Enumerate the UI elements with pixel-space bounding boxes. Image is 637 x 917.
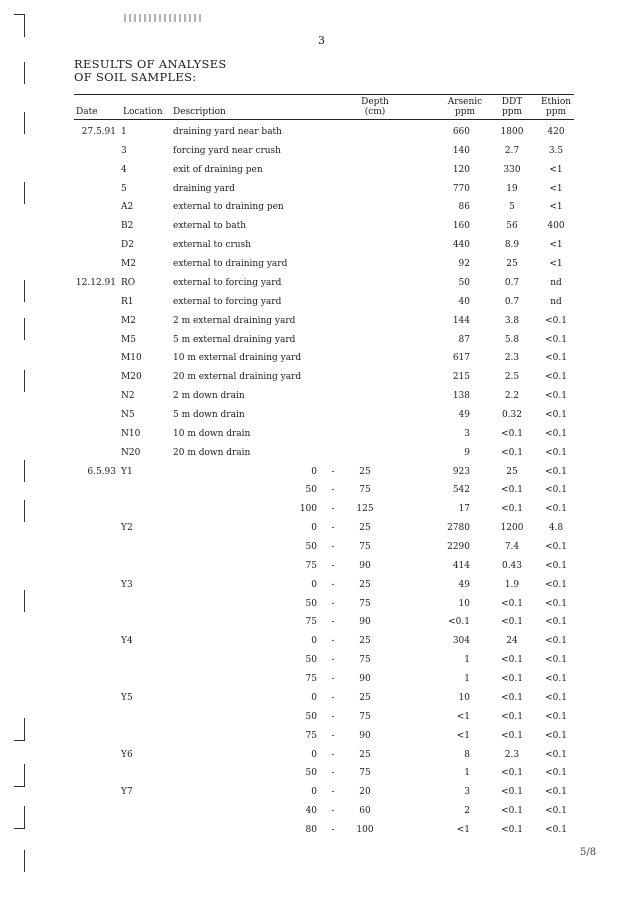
cell-depth-to: 75 — [359, 542, 371, 552]
cell-location: A2 — [121, 202, 134, 212]
cell-location: M2 — [121, 259, 136, 269]
cell-ddt: <0.1 — [501, 768, 523, 778]
cell-depth-from: 100 — [299, 504, 317, 514]
cell-location: M5 — [121, 335, 136, 345]
cell-ddt: 1.9 — [504, 580, 520, 590]
cell-location: Y7 — [121, 787, 133, 797]
cell-arsenic: 414 — [452, 561, 470, 571]
cell-ethion: <0.1 — [545, 599, 567, 609]
cell-ethion: <0.1 — [545, 391, 567, 401]
cell-ethion: <1 — [549, 259, 563, 269]
header-arsenic: Arsenic — [447, 97, 483, 107]
depth-range-dash: - — [331, 523, 335, 533]
cell-ethion: <0.1 — [545, 353, 567, 363]
cell-ethion: <0.1 — [545, 580, 567, 590]
depth-range-dash: - — [331, 750, 335, 760]
cell-ddt: <0.1 — [501, 655, 523, 665]
cell-ddt: <0.1 — [501, 674, 523, 684]
cell-arsenic: <1 — [456, 825, 470, 835]
cell-depth-to: 25 — [359, 636, 371, 646]
cell-description: external to draining yard — [173, 259, 288, 269]
cell-depth-from: 75 — [305, 617, 317, 627]
cell-depth-to: 25 — [359, 750, 371, 760]
cell-depth-to: 90 — [359, 561, 371, 571]
cell-depth-to: 25 — [359, 580, 371, 590]
cell-location: M2 — [121, 316, 136, 326]
page-number: 3 — [318, 34, 325, 47]
header-ethion-unit: ppm — [545, 107, 567, 117]
cell-ethion: <0.1 — [545, 429, 567, 439]
binder-edge-mark — [14, 850, 25, 872]
cell-arsenic: 617 — [452, 353, 470, 363]
depth-range-dash: - — [331, 599, 335, 609]
cell-depth-to: 100 — [356, 825, 374, 835]
cell-arsenic: 9 — [464, 448, 470, 458]
cell-location: N2 — [121, 391, 135, 401]
cell-ethion: <0.1 — [545, 655, 567, 665]
depth-range-dash: - — [331, 636, 335, 646]
cell-ddt: 19 — [506, 184, 518, 194]
cell-ethion: <0.1 — [545, 731, 567, 741]
cell-ethion: <0.1 — [545, 335, 567, 345]
cell-ethion: 400 — [547, 221, 565, 231]
cell-arsenic: 3 — [464, 429, 470, 439]
cell-ddt: 0.43 — [501, 561, 523, 571]
cell-depth-to: 90 — [359, 731, 371, 741]
depth-range-dash: - — [331, 806, 335, 816]
header-depth-unit: (cm) — [364, 107, 386, 117]
cell-description: external to draining pen — [173, 202, 284, 212]
cell-arsenic: 1 — [464, 655, 470, 665]
depth-range-dash: - — [331, 825, 335, 835]
cell-depth-from: 0 — [311, 750, 317, 760]
cell-ddt: 3.8 — [504, 316, 520, 326]
cell-ethion: <0.1 — [545, 467, 567, 477]
cell-ethion: nd — [550, 297, 562, 307]
cell-arsenic: 144 — [452, 316, 470, 326]
cell-ddt: 2.7 — [504, 146, 520, 156]
cell-ethion: <0.1 — [545, 504, 567, 514]
cell-description: exit of draining pen — [173, 165, 263, 175]
cell-arsenic: 215 — [452, 372, 470, 382]
cell-depth-from: 50 — [305, 485, 317, 495]
cell-depth-to: 75 — [359, 768, 371, 778]
cell-arsenic: 86 — [458, 202, 470, 212]
cell-arsenic: 923 — [452, 467, 470, 477]
cell-description: draining yard near bath — [173, 127, 282, 137]
cell-location: B2 — [121, 221, 134, 231]
cell-description: external to forcing yard — [173, 297, 282, 307]
cell-depth-to: 75 — [359, 712, 371, 722]
cell-ddt: <0.1 — [501, 825, 523, 835]
cell-depth-from: 50 — [305, 542, 317, 552]
cell-ddt: <0.1 — [501, 485, 523, 495]
cell-ddt: <0.1 — [501, 787, 523, 797]
depth-range-dash: - — [331, 674, 335, 684]
cell-description: external to forcing yard — [173, 278, 282, 288]
cell-depth-from: 80 — [305, 825, 317, 835]
depth-range-dash: - — [331, 787, 335, 797]
binder-edge-mark — [14, 370, 25, 392]
cell-arsenic: 49 — [458, 580, 470, 590]
cell-arsenic: 87 — [458, 335, 470, 345]
header-ddt-unit: ppm — [501, 107, 523, 117]
binder-edge-mark — [14, 182, 25, 204]
cell-depth-to: 20 — [359, 787, 371, 797]
cell-arsenic: 50 — [458, 278, 470, 288]
cell-location: 4 — [121, 165, 127, 175]
cell-ethion: <0.1 — [545, 485, 567, 495]
cell-ddt: 330 — [503, 165, 521, 175]
header-location: Location — [123, 107, 163, 117]
cell-ddt: 5 — [509, 202, 515, 212]
binder-edge-mark — [14, 718, 25, 741]
cell-location: N10 — [121, 429, 141, 439]
cell-location: Y1 — [121, 467, 133, 477]
cell-description: forcing yard near crush — [173, 146, 281, 156]
cell-ddt: 25 — [506, 467, 518, 477]
cell-ethion: <0.1 — [545, 693, 567, 703]
header-description: Description — [173, 107, 226, 117]
binder-edge-mark — [14, 590, 25, 612]
cell-arsenic: 770 — [452, 184, 470, 194]
cell-ethion: <0.1 — [545, 542, 567, 552]
cell-ddt: <0.1 — [501, 599, 523, 609]
depth-range-dash: - — [331, 467, 335, 477]
cell-ddt: 1200 — [500, 523, 524, 533]
cell-date: 27.5.91 — [81, 127, 116, 137]
cell-description: draining yard — [173, 184, 235, 194]
cell-ddt: 5.8 — [504, 335, 520, 345]
cell-ethion: 3.5 — [548, 146, 564, 156]
cell-ethion: nd — [550, 278, 562, 288]
cell-arsenic: 2 — [464, 806, 470, 816]
cell-description: 10 m external draining yard — [173, 353, 302, 363]
cell-location: 1 — [121, 127, 127, 137]
cell-description: external to crush — [173, 240, 251, 250]
cell-description: 20 m down drain — [173, 448, 251, 458]
cell-ddt: <0.1 — [501, 504, 523, 514]
cell-location: N5 — [121, 410, 135, 420]
cell-ethion: <0.1 — [545, 674, 567, 684]
cell-location: RO — [121, 278, 136, 288]
cell-ddt: 24 — [506, 636, 518, 646]
cell-description: 2 m down drain — [173, 391, 245, 401]
cell-ddt: 2.3 — [504, 353, 520, 363]
cell-ethion: <0.1 — [545, 787, 567, 797]
cell-ethion: <0.1 — [545, 617, 567, 627]
header-top-rule — [74, 94, 574, 95]
binder-edge-mark — [14, 280, 25, 302]
cell-ethion: <0.1 — [545, 561, 567, 571]
cell-ddt: 25 — [506, 259, 518, 269]
cell-depth-from: 0 — [311, 580, 317, 590]
cell-date: 12.12.91 — [75, 278, 116, 288]
document-title — [74, 58, 227, 84]
cell-depth-from: 50 — [305, 712, 317, 722]
cell-arsenic: 3 — [464, 787, 470, 797]
cell-ethion: <0.1 — [545, 825, 567, 835]
cell-location: R1 — [121, 297, 134, 307]
cell-location: Y2 — [121, 523, 133, 533]
cell-arsenic: 160 — [452, 221, 470, 231]
cell-ethion: <1 — [549, 202, 563, 212]
depth-range-dash: - — [331, 485, 335, 495]
cell-depth-to: 75 — [359, 485, 371, 495]
cell-depth-from: 75 — [305, 561, 317, 571]
cell-location: 5 — [121, 184, 127, 194]
cell-ethion: <0.1 — [545, 410, 567, 420]
binder-edge-mark — [14, 62, 25, 84]
cell-description: 5 m down drain — [173, 410, 245, 420]
cell-ddt: 1800 — [500, 127, 524, 137]
cell-arsenic: 542 — [452, 485, 470, 495]
cell-ethion: <1 — [549, 240, 563, 250]
cell-ddt: 0.7 — [504, 297, 520, 307]
cell-depth-from: 0 — [311, 636, 317, 646]
cell-depth-from: 0 — [311, 467, 317, 477]
cell-arsenic: 1 — [464, 674, 470, 684]
cell-location: Y6 — [121, 750, 133, 760]
depth-range-dash: - — [331, 768, 335, 778]
binder-edge-mark — [14, 500, 25, 522]
cell-ethion: 420 — [547, 127, 565, 137]
cell-ethion: <1 — [549, 165, 563, 175]
binder-edge-mark — [14, 764, 25, 787]
cell-arsenic: 17 — [458, 504, 470, 514]
depth-range-dash: - — [331, 504, 335, 514]
header-arsenic-unit: ppm — [454, 107, 476, 117]
cell-ddt: <0.1 — [501, 429, 523, 439]
cell-arsenic: 138 — [452, 391, 470, 401]
cell-ethion: <0.1 — [545, 448, 567, 458]
cell-ethion: <0.1 — [545, 750, 567, 760]
cell-arsenic: 140 — [452, 146, 470, 156]
cell-location: Y4 — [121, 636, 133, 646]
header-ethion: Ethion — [540, 97, 572, 107]
depth-range-dash: - — [331, 617, 335, 627]
cell-ddt: 0.7 — [504, 278, 520, 288]
cell-arsenic: 660 — [452, 127, 470, 137]
cell-arsenic: 2290 — [447, 542, 470, 552]
cell-ethion: <0.1 — [545, 712, 567, 722]
cell-depth-to: 90 — [359, 617, 371, 627]
cell-location: N20 — [121, 448, 141, 458]
cell-description: 2 m external draining yard — [173, 316, 296, 326]
cell-date: 6.5.93 — [87, 467, 116, 477]
cell-ddt: 2.5 — [504, 372, 520, 382]
cell-ethion: <0.1 — [545, 372, 567, 382]
cell-ddt: <0.1 — [501, 448, 523, 458]
cell-arsenic: 8 — [464, 750, 470, 760]
cell-ethion: <0.1 — [545, 316, 567, 326]
cell-ethion: <0.1 — [545, 768, 567, 778]
cell-ethion: <0.1 — [545, 636, 567, 646]
cell-arsenic: 10 — [458, 599, 470, 609]
title-line-2: OF SOIL SAMPLES: — [74, 70, 197, 84]
cell-arsenic: 49 — [458, 410, 470, 420]
cell-description: 20 m external draining yard — [173, 372, 302, 382]
header-ddt: DDT — [501, 97, 523, 107]
cell-location: Y5 — [121, 693, 133, 703]
cell-depth-to: 75 — [359, 599, 371, 609]
cell-depth-from: 50 — [305, 599, 317, 609]
cell-arsenic: 2780 — [447, 523, 470, 533]
cell-arsenic: <1 — [456, 731, 470, 741]
depth-range-dash: - — [331, 731, 335, 741]
header-date: Date — [76, 107, 98, 117]
cell-ddt: 0.32 — [501, 410, 523, 420]
cell-arsenic: <0.1 — [448, 617, 470, 627]
cell-arsenic: <1 — [456, 712, 470, 722]
cell-depth-from: 50 — [305, 655, 317, 665]
cell-ddt: 8.9 — [504, 240, 520, 250]
cell-depth-from: 0 — [311, 787, 317, 797]
cell-depth-to: 60 — [359, 806, 371, 816]
binder-edge-mark — [14, 112, 25, 134]
cell-arsenic: 40 — [458, 297, 470, 307]
cell-ddt: 2.3 — [504, 750, 520, 760]
cell-location: D2 — [121, 240, 134, 250]
cell-ddt: <0.1 — [501, 731, 523, 741]
cell-depth-from: 75 — [305, 674, 317, 684]
header-bottom-rule — [74, 119, 574, 120]
cell-arsenic: 1 — [464, 768, 470, 778]
cell-arsenic: 10 — [458, 693, 470, 703]
cell-depth-to: 125 — [356, 504, 374, 514]
cell-depth-from: 0 — [311, 523, 317, 533]
header-depth: Depth — [361, 97, 389, 107]
cell-depth-to: 25 — [359, 693, 371, 703]
cell-arsenic: 92 — [458, 259, 470, 269]
cell-depth-to: 25 — [359, 467, 371, 477]
cell-description: 10 m down drain — [173, 429, 251, 439]
cell-depth-to: 25 — [359, 523, 371, 533]
cell-depth-from: 0 — [311, 693, 317, 703]
cell-depth-from: 75 — [305, 731, 317, 741]
scan-smudge — [124, 14, 204, 22]
depth-range-dash: - — [331, 542, 335, 552]
cell-ddt: <0.1 — [501, 617, 523, 627]
cell-ddt: <0.1 — [501, 806, 523, 816]
cell-ddt: 7.4 — [504, 542, 520, 552]
cell-arsenic: 440 — [452, 240, 470, 250]
cell-location: 3 — [121, 146, 127, 156]
cell-ethion: <0.1 — [545, 806, 567, 816]
cell-ethion: <1 — [549, 184, 563, 194]
cell-description: external to bath — [173, 221, 246, 231]
binder-edge-mark — [14, 318, 25, 340]
cell-description: 5 m external draining yard — [173, 335, 296, 345]
cell-ddt: <0.1 — [501, 693, 523, 703]
binder-edge-mark — [14, 460, 25, 482]
cell-ddt: 2.2 — [504, 391, 520, 401]
cell-depth-to: 90 — [359, 674, 371, 684]
cell-ddt: <0.1 — [501, 712, 523, 722]
cell-ethion: 4.8 — [548, 523, 564, 533]
cell-depth-to: 75 — [359, 655, 371, 665]
title-line-1: RESULTS OF ANALYSES — [74, 57, 227, 71]
depth-range-dash: - — [331, 561, 335, 571]
cell-ddt: 56 — [506, 221, 518, 231]
binder-edge-mark — [14, 14, 25, 37]
cell-location: M20 — [121, 372, 142, 382]
depth-range-dash: - — [331, 712, 335, 722]
cell-depth-from: 40 — [305, 806, 317, 816]
cell-arsenic: 304 — [452, 636, 470, 646]
depth-range-dash: - — [331, 655, 335, 665]
cell-location: Y3 — [121, 580, 133, 590]
cell-depth-from: 50 — [305, 768, 317, 778]
depth-range-dash: - — [331, 693, 335, 703]
corner-mark: 5/8 — [580, 847, 597, 858]
binder-edge-mark — [14, 806, 25, 829]
cell-arsenic: 120 — [452, 165, 470, 175]
depth-range-dash: - — [331, 580, 335, 590]
cell-location: M10 — [121, 353, 142, 363]
